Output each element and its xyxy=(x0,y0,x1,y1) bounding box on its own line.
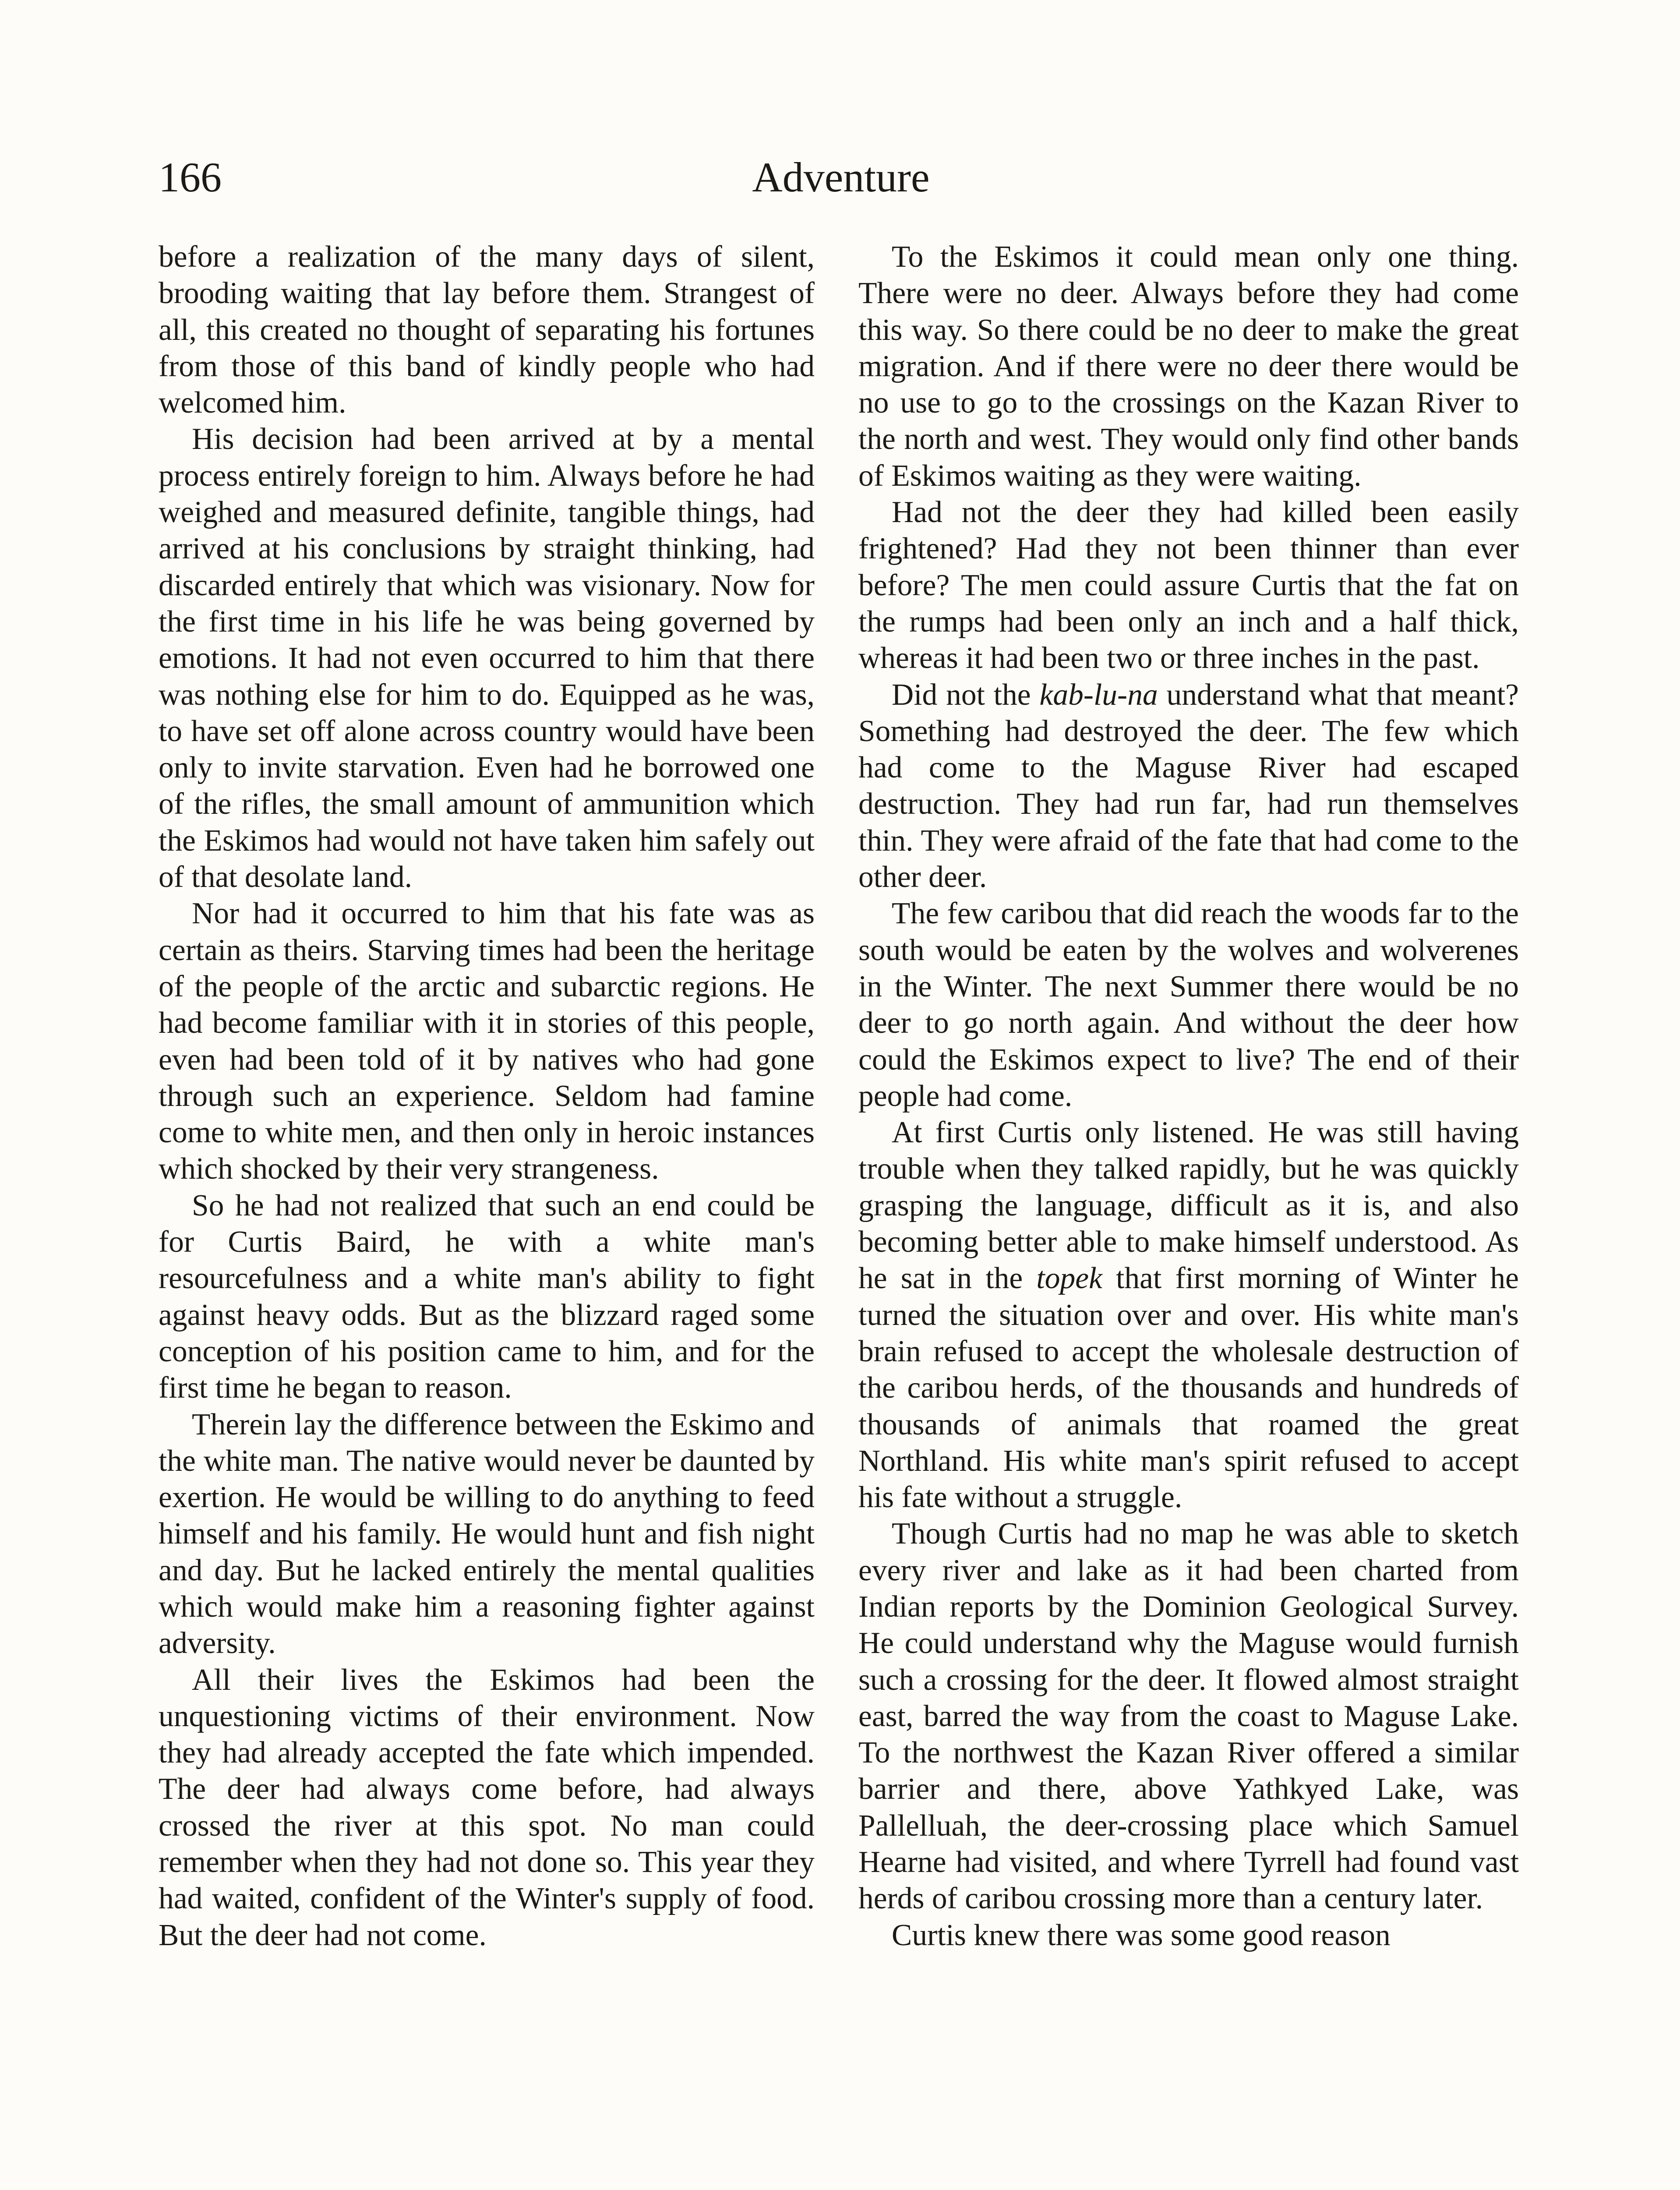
paragraph: So he had not realized that such an end could be for Curtis Baird, he with a white man's resourcefulness and a white man's ability to fight against heavy odds. But as the blizzard raged some conception of his position came to him, and for the first time he began to reason. xyxy=(159,1188,815,1405)
paragraph: Therein lay the difference between the Eskimo and the white man. The native would never be daunted by exertion. He would be willing to do anything to feed himself and his family. He would hunt and fish night and day. But he lacked entirely the mental qualities which would make him a reasoning fighter against adversity. xyxy=(159,1407,815,1660)
paragraph-text: understand what that meant? Something had destroyed the deer. The few which had come to the Maguse River had escaped destruction. They had run far, had run themselves thin. They were afraid of the fate that had come to the other deer. xyxy=(858,678,1519,894)
page-header xyxy=(0,149,1680,206)
left-column xyxy=(159,239,815,1953)
italic-term: topek xyxy=(1036,1261,1102,1296)
paragraph-text: Did not the xyxy=(892,678,1040,712)
paragraph: Nor had it occurred to him that his fate was as certain as theirs. Starving times had been the heritage of the people of the arctic and subarctic regions. He had become familiar with it in stories of this people, even had been told of it by natives who had gone through such an experience. Seldom had famine come to white men, and then only in heroic instances which shocked by their very strangeness. xyxy=(159,897,815,1186)
paragraph xyxy=(858,677,1519,896)
paragraph-text: At first Curtis only listened. He was still having trouble when they talked rapidly, but he was quickly grasping the language, difficult as it is, and also becoming better able to make himself understood. As he sat in the xyxy=(858,1116,1519,1296)
paragraph: Though Curtis had no map he was able to sketch every river and lake as it had been charted from Indian reports by the Dominion Geological Survey. He could understand why the Maguse would furnish such a crossing for the deer. It flowed almost straight east, barred the way from the coast to Maguse Lake. To the northwest the Kazan River offered a similar barrier and there, above Yathkyed Lake, was Pallelluah, the deer-crossing place which Samuel Hearne had visited, and where Tyrrell had found vast herds of caribou crossing more than a century later. xyxy=(858,1517,1519,1916)
right-column xyxy=(858,239,1519,1953)
paragraph: His decision had been arrived at by a mental process entirely foreign to him. Always before he had weighed and measured definite, tangible things, had arrived at his conclusions by straight thinking, had discarded entirely that which was visionary. Now for the first time in his life he was being governed by emotions. It had not even occurred to him that there was nothing else for him to do. Equipped as he was, to have set off alone across country would have been only to invite starvation. Even had he borrowed one of the rifles, the small amount of ammunition which the Eskimos had would not have taken him safely out of that desolate land. xyxy=(159,422,815,894)
paragraph: The few caribou that did reach the woods far to the south would be eaten by the wolves and wolverenes in the Winter. The next Summer there would be no deer to go north again. And without the deer how could the Eskimos expect to live? The end of their people had come. xyxy=(858,897,1519,1113)
running-head-title: Adventure xyxy=(752,154,930,201)
paragraph: Curtis knew there was some good reason xyxy=(892,1918,1391,1952)
paragraph: All their lives the Eskimos had been the unquestioning victims of their environment. Now they had already accepted the fate which impended. The deer had always come before, had always crossed the river at this spot. No man could remember when they had not done so. This year they had waited, confident of the Winter's supply of food. But the deer had not come. xyxy=(159,1663,815,1952)
paragraph-text: that first morning of Winter he turned the situation over and over. His white man's brain refused to accept the wholesale destruction of the caribou herds, of the thousands and hundreds of thousands of animals that roamed the great Northland. His white man's spirit refused to accept his fate without a struggle. xyxy=(858,1261,1519,1515)
paragraph: To the Eskimos it could mean only one thing. There were no deer. Always before they had come this way. So there could be no deer to make the great migration. And if there were no deer there would be no use to go to the crossings on the Kazan River to the north and west. They would only find other bands of Eskimos waiting as they were waiting. xyxy=(858,240,1519,493)
italic-term: kab-lu-na xyxy=(1039,678,1158,712)
page-number: 166 xyxy=(159,154,222,201)
paragraph: Had not the deer they had killed been easily frightened? Had they not been thinner than ever before? The men could assure Curtis that the fat on the rumps had been only an inch and a half thick, whereas it had been two or three inches in the past. xyxy=(858,495,1519,675)
paragraph: before a realization of the many days of silent, brooding waiting that lay before them. Strangest of all, this created no thought of separating his fortunes from those of this band of kindly people who had welcomed him. xyxy=(159,240,815,420)
paragraph xyxy=(858,1114,1519,1515)
